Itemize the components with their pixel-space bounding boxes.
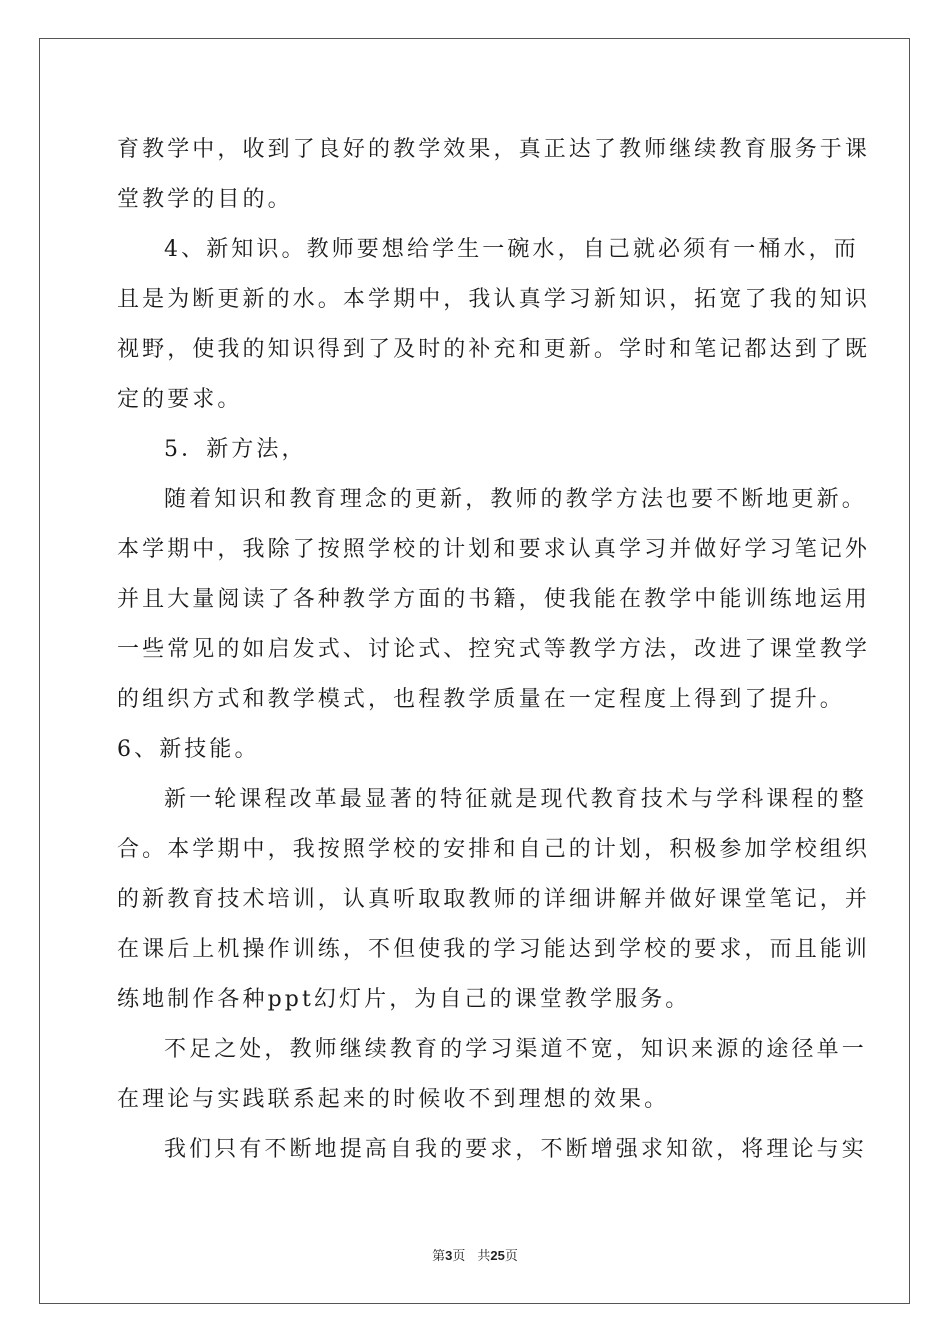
footer-page-prefix: 第 [432,1249,446,1264]
text-line: 5．新方法， [164,437,307,462]
footer-total-suffix: 页 [504,1249,518,1264]
text-line: 一些常见的如启发式、讨论式、控究式等教学方法，改进了课堂教学 [117,637,871,662]
text-line: 新一轮课程改革最显著的特征就是现代教育技术与学科课程的整 [164,787,867,812]
footer-total-pages: 25 [490,1248,505,1263]
text-line: 我们只有不断地提高自我的要求，不断增强求知欲，将理论与实 [164,1137,867,1162]
text-line: 本学期中，我除了按照学校的计划和要求认真学习并做好学习笔记外 [117,537,871,562]
page-footer [0,1248,950,1265]
text-line: 视野，使我的知识得到了及时的补充和更新。学时和笔记都达到了既 [117,337,871,362]
text-line: 在理论与实践联系起来的时候收不到理想的效果。 [117,1087,670,1112]
text-line: 并且大量阅读了各种教学方面的书籍，使我能在教学中能训练地运用 [117,587,871,612]
text-line: 的组织方式和教学模式，也程教学质量在一定程度上得到了提升。 [117,687,845,712]
text-line: 在课后上机操作训练，不但使我的学习能达到学校的要求，而且能训 [117,937,871,962]
text-line: 育教学中，收到了良好的教学效果，真正达了教师继续教育服务于课 [117,137,871,162]
footer-page-number: 3 [445,1248,453,1263]
text-line: 定的要求。 [117,387,243,412]
text-line: 6、新技能。 [117,737,260,762]
text-line: 合。本学期中，我按照学校的安排和自己的计划，积极参加学校组织 [117,837,871,862]
text-line: 练地制作各种ppt幻灯片，为自己的课堂教学服务。 [117,987,691,1012]
text-line: 不足之处，教师继续教育的学习渠道不宽，知识来源的途径单一 [164,1037,867,1062]
text-line: 随着知识和教育理念的更新，教师的教学方法也要不断地更新。 [164,487,867,512]
footer-total-prefix: 共 [477,1249,491,1264]
page-border [39,38,910,1304]
text-line: 4、新知识。教师要想给学生一碗水，自己就必须有一桶水，而 [164,237,859,262]
text-line: 且是为断更新的水。本学期中，我认真学习新知识，拓宽了我的知识 [117,287,871,312]
text-line: 堂教学的目的。 [117,187,293,212]
footer-page-suffix: 页 [452,1249,466,1264]
text-line: 的新教育技术培训，认真听取取教师的详细讲解并做好课堂笔记，并 [117,887,871,912]
